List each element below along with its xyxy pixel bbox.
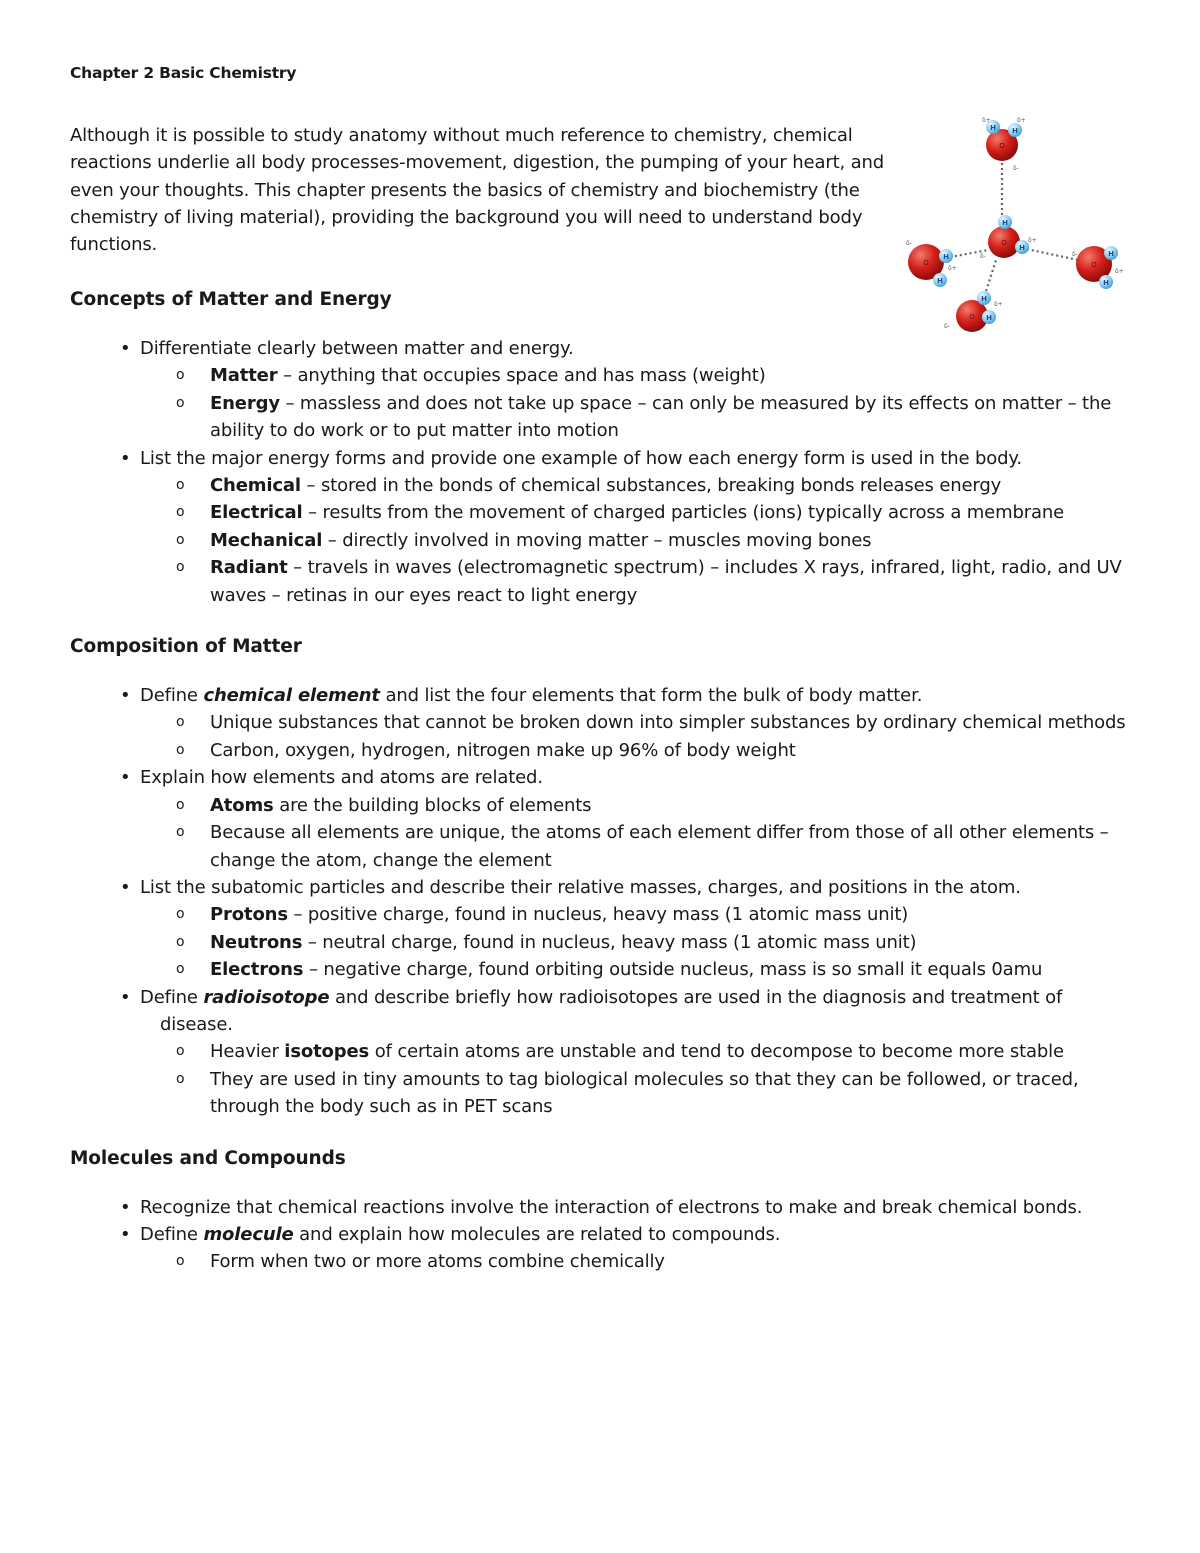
sub-item-text: are the building blocks of elements bbox=[273, 794, 592, 816]
list-item-text bbox=[140, 1221, 1140, 1248]
sub-item-text: – positive charge, found in nucleus, heavy mass (1 atomic mass unit) bbox=[287, 904, 909, 926]
sub-list-item bbox=[70, 1066, 1140, 1121]
sub-list-item bbox=[70, 1248, 1140, 1275]
sub-list-item bbox=[70, 819, 1140, 874]
sub-item-text: – travels in waves (electromagnetic spectrum) – includes X rays, infrared, light, radio, and UV waves – retinas in our eyes react to light energy bbox=[210, 557, 1122, 606]
sub-list-item bbox=[70, 1038, 1140, 1065]
list-item bbox=[70, 335, 1140, 445]
sub-bullet-icon: o bbox=[176, 1253, 185, 1270]
sub-item-term: isotopes bbox=[284, 1041, 370, 1063]
list-item-text bbox=[140, 335, 1140, 362]
sub-bullet-icon: o bbox=[176, 1043, 185, 1060]
sub-item-text: – anything that occupies space and has mass (weight) bbox=[277, 365, 766, 387]
item-text-pre: Define bbox=[140, 685, 204, 707]
bullet-icon: • bbox=[120, 1196, 131, 1218]
sub-item-term: Electrons bbox=[210, 959, 304, 981]
svg-text:δ+: δ+ bbox=[1115, 268, 1124, 275]
svg-text:δ+: δ+ bbox=[1017, 117, 1026, 124]
sub-bullet-icon: o bbox=[176, 559, 185, 576]
item-text: List the major energy forms and provide one example of how each energy form is used in the body. bbox=[140, 447, 1022, 469]
sub-bullet-icon: o bbox=[176, 741, 185, 758]
sub-list-item bbox=[70, 737, 1140, 764]
sub-bullet-icon: o bbox=[176, 906, 185, 923]
svg-text:δ+: δ+ bbox=[1028, 237, 1037, 244]
water-molecule-left bbox=[906, 240, 957, 287]
list-item-text bbox=[140, 445, 1140, 472]
sub-list bbox=[140, 792, 1140, 874]
svg-text:δ-: δ- bbox=[906, 240, 912, 247]
list-item bbox=[70, 984, 1140, 1121]
svg-text:δ+: δ+ bbox=[994, 301, 1003, 308]
sub-list bbox=[160, 1038, 1140, 1120]
sub-bullet-icon: o bbox=[176, 531, 185, 548]
sub-item-term: Neutrons bbox=[210, 931, 303, 953]
list-item bbox=[70, 874, 1140, 984]
sub-item-term: Matter bbox=[210, 365, 278, 387]
item-text-post: and explain how molecules are related to compounds. bbox=[293, 1223, 781, 1245]
section-heading: Concepts of Matter and Energy bbox=[70, 289, 392, 310]
chapter-title: Chapter 2 Basic Chemistry bbox=[70, 64, 297, 82]
sub-bullet-icon: o bbox=[176, 477, 185, 494]
svg-text:δ-: δ- bbox=[1072, 251, 1078, 258]
sub-item-term: Energy bbox=[210, 392, 280, 414]
sub-list-item bbox=[70, 472, 1140, 499]
sub-item-term: Mechanical bbox=[210, 529, 323, 551]
sub-item-text: – massless and does not take up space – can only be measured by its effects on matter – the ability to do work or to put matter into motion bbox=[210, 392, 1112, 442]
sub-item-text: – directly involved in moving matter – muscles moving bones bbox=[322, 529, 872, 551]
sub-list-item bbox=[70, 390, 1140, 445]
section-heading: Composition of Matter bbox=[70, 636, 302, 658]
svg-text:δ-: δ- bbox=[980, 253, 986, 260]
sub-list-item bbox=[70, 499, 1140, 526]
water-molecule-top bbox=[982, 117, 1026, 172]
sub-item-text: They are used in tiny amounts to tag biological molecules so that they can be followed, or traced, through the body such as in PET scans bbox=[210, 1068, 1079, 1118]
bullet-list bbox=[70, 1194, 1140, 1276]
sub-list-item bbox=[70, 709, 1140, 736]
item-text-pre: Define bbox=[140, 986, 204, 1008]
intro-paragraph: Although it is possible to study anatomy without much reference to chemistry, chemical reactions underlie all body processes-movement, digestion, the pumping of your heart, and even your thoughts. This chapter presents the basics of chemistry and biochemistry (the chemistry of living material), providing the background you will need to understand body functions. bbox=[70, 125, 885, 256]
list-item-text bbox=[140, 984, 1140, 1039]
svg-text:O: O bbox=[923, 259, 929, 267]
section bbox=[70, 1141, 1140, 1276]
svg-text:H: H bbox=[1019, 244, 1025, 252]
list-item-text bbox=[140, 874, 1140, 901]
sub-list bbox=[140, 472, 1140, 609]
svg-text:O: O bbox=[1091, 261, 1097, 269]
sub-bullet-icon: o bbox=[176, 714, 185, 731]
document-body bbox=[70, 282, 1140, 1296]
item-text: Differentiate clearly between matter and energy. bbox=[140, 338, 574, 359]
sub-item-text: Carbon, oxygen, hydrogen, nitrogen make up 96% of body weight bbox=[210, 739, 796, 761]
sub-item-term: Protons bbox=[210, 904, 288, 926]
svg-text:O: O bbox=[1001, 239, 1007, 247]
section-heading: Molecules and Compounds bbox=[70, 1147, 346, 1169]
sub-bullet-icon: o bbox=[176, 796, 185, 813]
bullet-icon: • bbox=[120, 1223, 131, 1245]
list-item-text bbox=[140, 1194, 1140, 1221]
item-text-post: and list the four elements that form the bulk of body matter. bbox=[379, 685, 923, 707]
sub-bullet-icon: o bbox=[176, 394, 185, 411]
bullet-list bbox=[70, 335, 1140, 609]
sub-bullet-icon: o bbox=[176, 961, 185, 978]
bullet-icon: • bbox=[120, 767, 131, 789]
svg-text:H: H bbox=[943, 253, 949, 261]
svg-text:H: H bbox=[990, 124, 996, 132]
list-item-text bbox=[140, 682, 1140, 709]
svg-text:δ-: δ- bbox=[1013, 165, 1019, 172]
item-text: Explain how elements and atoms are related. bbox=[140, 767, 543, 789]
svg-text:δ-: δ- bbox=[944, 323, 950, 330]
svg-text:H: H bbox=[986, 314, 992, 322]
sub-item-text: Because all elements are unique, the atoms of each element differ from those of all other elements – change the atom, change the element bbox=[210, 822, 1109, 871]
svg-text:δ+: δ+ bbox=[982, 117, 991, 124]
item-text-post: and describe briefly how radioisotopes are used in the diagnosis and treatment of disease. bbox=[160, 986, 1063, 1035]
sub-list bbox=[140, 1248, 1140, 1275]
list-item-text bbox=[140, 764, 1140, 791]
section bbox=[70, 282, 1140, 609]
item-text: List the subatomic particles and describe their relative masses, charges, and positions in the atom. bbox=[140, 876, 1021, 898]
sub-item-text: – results from the movement of charged particles (ions) typically across a membrane bbox=[302, 502, 1065, 524]
sub-bullet-icon: o bbox=[176, 367, 185, 384]
bullet-list bbox=[70, 682, 1140, 1121]
sub-item-term: Atoms bbox=[210, 794, 274, 816]
section bbox=[70, 629, 1140, 1121]
sub-item-text: Form when two or more atoms combine chemically bbox=[210, 1251, 665, 1273]
svg-text:H: H bbox=[937, 277, 943, 285]
svg-text:O: O bbox=[999, 142, 1005, 150]
sub-item-text: – neutral charge, found in nucleus, heavy mass (1 atomic mass unit) bbox=[302, 931, 917, 953]
sub-item-text: – stored in the bonds of chemical substances, breaking bonds releases energy bbox=[300, 475, 1002, 497]
svg-text:O: O bbox=[969, 313, 975, 321]
sub-list-item bbox=[70, 929, 1140, 956]
sub-list-item bbox=[70, 956, 1140, 983]
svg-text:H: H bbox=[1002, 219, 1008, 227]
sub-item-pre: Heavier bbox=[210, 1041, 285, 1063]
svg-text:H: H bbox=[1108, 250, 1114, 258]
bullet-icon: • bbox=[120, 685, 131, 707]
sub-item-text: – negative charge, found orbiting outside nucleus, mass is so small it equals 0amu bbox=[303, 959, 1043, 981]
list-item bbox=[70, 445, 1140, 609]
sub-item-term: Radiant bbox=[210, 557, 288, 579]
list-item bbox=[70, 682, 1140, 764]
sub-list-item bbox=[70, 792, 1140, 819]
sub-list bbox=[140, 709, 1140, 764]
bullet-icon: • bbox=[120, 338, 131, 359]
list-item bbox=[70, 1221, 1140, 1276]
sub-item-term: Chemical bbox=[210, 475, 301, 497]
sub-list-item bbox=[70, 362, 1140, 389]
bullet-icon: • bbox=[120, 876, 131, 898]
sub-bullet-icon: o bbox=[176, 1070, 185, 1087]
sub-list-item bbox=[70, 554, 1140, 609]
sub-item-term: Electrical bbox=[210, 502, 303, 524]
item-text-pre: Define bbox=[140, 1223, 204, 1245]
sub-item-text: Unique substances that cannot be broken down into simpler substances by ordinary chemical methods bbox=[210, 712, 1126, 734]
water-molecule-center bbox=[980, 215, 1037, 260]
key-term: molecule bbox=[203, 1223, 294, 1245]
sub-item-text: of certain atoms are unstable and tend to decompose to become more stable bbox=[369, 1041, 1064, 1063]
bullet-icon: • bbox=[120, 447, 131, 469]
sub-list bbox=[140, 901, 1140, 983]
svg-text:H: H bbox=[1103, 279, 1109, 287]
bullet-icon: • bbox=[120, 986, 131, 1008]
sub-list bbox=[140, 362, 1140, 444]
list-item bbox=[70, 764, 1140, 874]
item-text: Recognize that chemical reactions involve the interaction of electrons to make and break chemical bonds. bbox=[140, 1196, 1083, 1218]
list-item bbox=[70, 1194, 1140, 1221]
sub-bullet-icon: o bbox=[176, 824, 185, 841]
key-term: radioisotope bbox=[203, 986, 330, 1008]
key-term: chemical element bbox=[203, 685, 380, 707]
sub-list-item bbox=[70, 527, 1140, 554]
svg-text:H: H bbox=[981, 295, 987, 303]
sub-list-item bbox=[70, 901, 1140, 928]
svg-text:H: H bbox=[1012, 127, 1018, 135]
sub-bullet-icon: o bbox=[176, 504, 185, 521]
sub-bullet-icon: o bbox=[176, 933, 185, 950]
svg-text:δ+: δ+ bbox=[948, 265, 957, 272]
